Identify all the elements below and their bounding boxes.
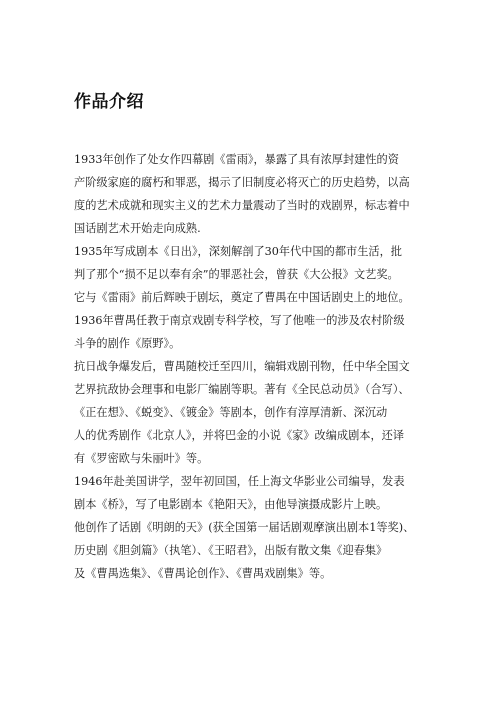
text-line: 产阶级家庭的腐朽和罪恶，揭示了旧制度必将灭亡的历史趋势，以高 [74, 176, 410, 189]
text-line: 他创作了话剧《明朗的天》(获全国第一届话剧观摩演出剧本1等奖)、 [74, 521, 415, 534]
text-line: 1946年赴美国讲学，翌年初回国，任上海文华影业公司编导，发表 [74, 475, 405, 488]
text-line: 斗争的剧作《原野》。 [74, 337, 181, 350]
text-line: 有《罗密欧与朱丽叶》等。 [74, 452, 209, 465]
text-line: 国话剧艺术开始走向成熟. [74, 222, 201, 235]
page-title: 作品介绍 [74, 92, 144, 113]
text-line: 1935年写成剧本《日出》，深刻解剖了30年代中国的都市生活，批 [74, 245, 402, 258]
text-line: 度的艺术成就和现实主义的艺术力量震动了当时的戏剧界，标志着中 [74, 199, 410, 212]
text-line: 人的优秀剧作《北京人》，并将巴金的小说《家》改编成剧本，还译 [74, 429, 405, 442]
text-line: 艺界抗敌协会理事和电影厂编剧等职。著有《全民总动员》（合写）、 [74, 383, 410, 396]
text-line: 它与《雷雨》前后辉映于剧坛，奠定了曹禺在中国话剧史上的地位。 [74, 291, 410, 304]
text-line: 抗日战争爆发后，曹禺随校迁至四川，编辑戏剧刊物，任中华全国文 [74, 360, 410, 373]
document-body [74, 148, 432, 585]
text-line: 及《曹禺选集》、《曹禺论创作》、《曹禺戏剧集》等。 [74, 567, 332, 580]
text-line: 历史剧《胆剑篇》（执笔）、《王昭君》，出版有散文集《迎春集》 [74, 544, 388, 557]
text-line: 1933年创作了处女作四幕剧《雷雨》，暴露了具有浓厚封建性的资 [74, 153, 399, 166]
text-line: 《正在想》、《蜕变》、《镀金》等剧本，创作有淳厚清新、深沉动 [74, 406, 388, 419]
text-line: 1936年曹禺任教于南京戏剧专科学校，写了他唯一的涉及农村阶级 [74, 314, 405, 327]
text-line: 判了那个“损不足以奉有余”的罪恶社会，曾获《大公报》文艺奖。 [74, 268, 399, 281]
text-line: 剧本《桥》，写了电影剧本《艳阳天》，由他导演摄成影片上映。 [74, 498, 388, 511]
